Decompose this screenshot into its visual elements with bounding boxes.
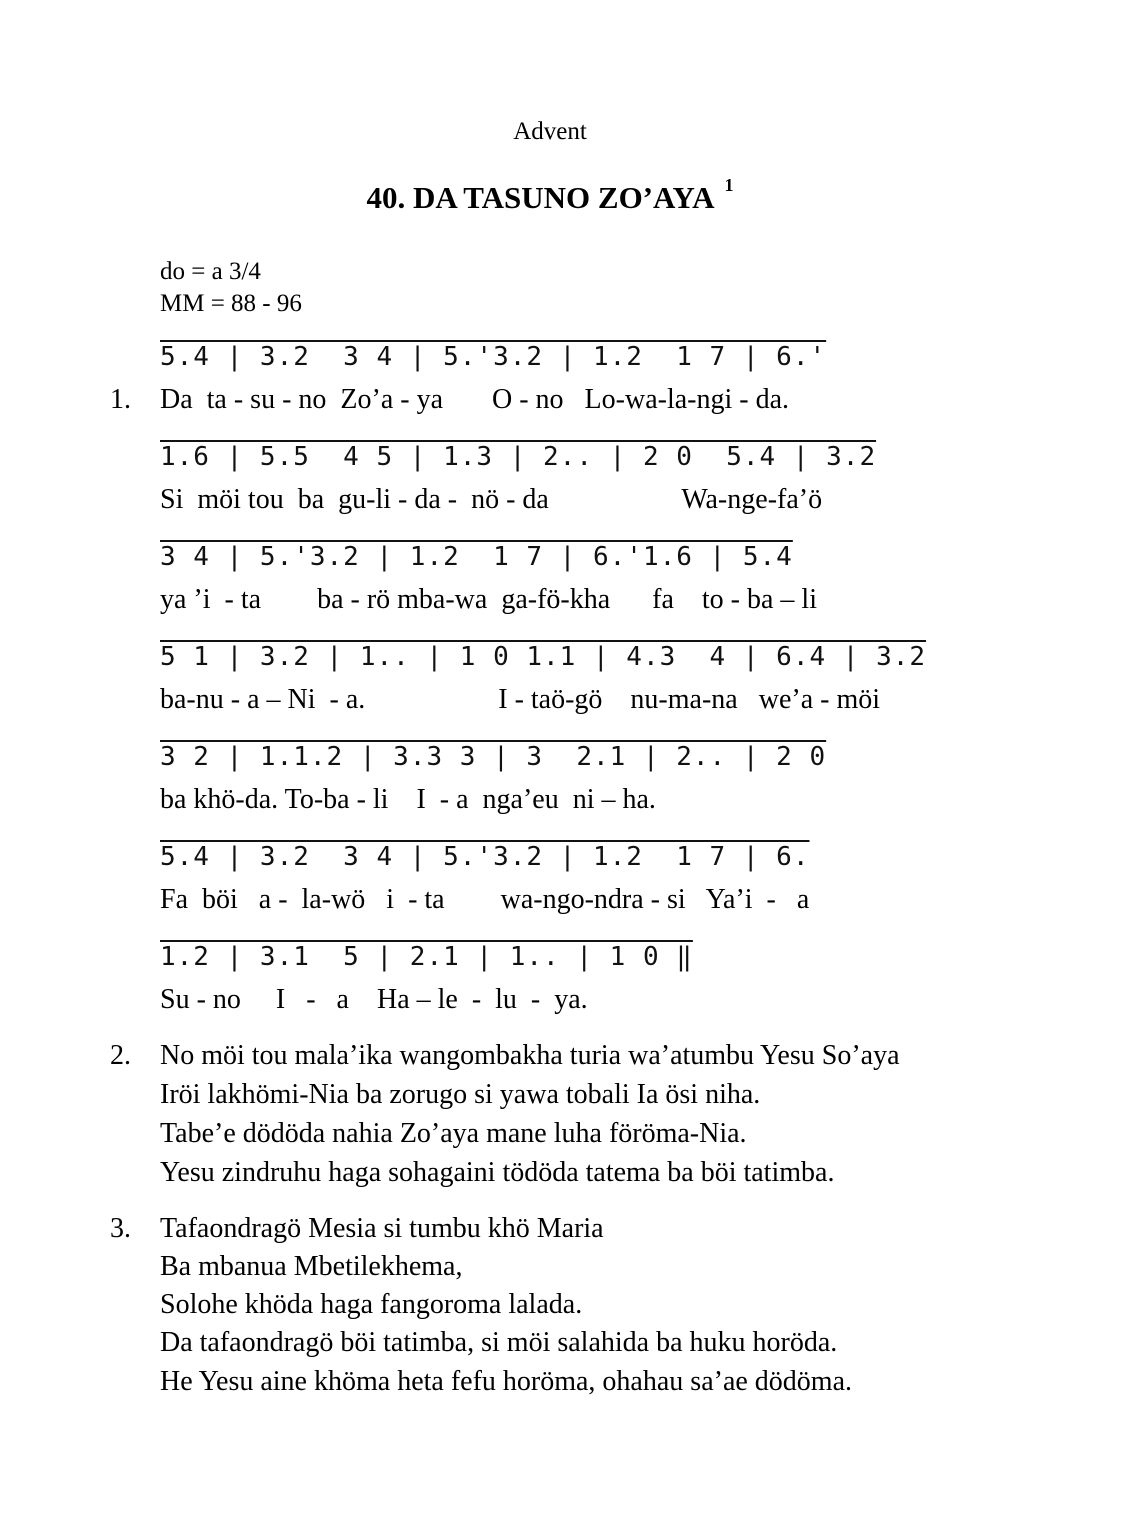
verse-2-line-3: Tabe’e dödöda nahia Zo’aya mane luha föröma-Nia. — [160, 1118, 747, 1149]
notation-line-3: 3 4 | 5.'3.2 | 1.2 1 7 | 6.'1.6 | 5.4 — [160, 542, 793, 572]
notation-line-5: 3 2 | 1.1.2 | 3.3 3 | 3 2.1 | 2.. | 2 0 — [160, 742, 827, 772]
verse-number-1: 1. — [110, 384, 131, 415]
lyric-line-2: Si möi tou ba gu-li - da - nö - da Wa-nge-fa’ö — [160, 484, 823, 515]
hymn-title-text: 40. DA TASUNO ZO’AYA — [366, 180, 715, 215]
lyric-line-6: Fa böi a - la-wö i - ta wa-ngo-ndra - si Ya’i - a — [160, 884, 810, 915]
lyric-line-4: ba-nu - a – Ni - a. I - taö-gö nu-ma-na we’a - möi — [160, 684, 881, 715]
verse-number-3: 3. — [110, 1213, 131, 1244]
lyric-line-1: Da ta - su - no Zo’a - ya O - no Lo-wa-la-ngi - da. — [160, 384, 790, 415]
section-category: Advent — [513, 118, 587, 145]
verse-3-line-1: Tafaondragö Mesia si tumbu khö Maria — [160, 1213, 604, 1244]
notation-line-7: 1.2 | 3.1 5 | 2.1 | 1.. | 1 0 ‖ — [160, 942, 693, 972]
notation-line-1: 5.4 | 3.2 3 4 | 5.'3.2 | 1.2 1 7 | 6.' — [160, 342, 827, 372]
notation-line-4: 5 1 | 3.2 | 1.. | 1 0 1.1 | 4.3 4 | 6.4 | 3.2 — [160, 642, 927, 672]
notation-line-2: 1.6 | 5.5 4 5 | 1.3 | 2.. | 2 0 5.4 | 3.2 — [160, 442, 877, 472]
footnote-mark: 1 — [724, 174, 734, 195]
verse-3-line-3: Solohe khöda haga fangoroma lalada. — [160, 1289, 583, 1320]
key-time-signature: do = a 3/4 — [160, 258, 261, 285]
verse-3-line-4: Da tafaondragö böi tatimba, si möi salahida ba huku horöda. — [160, 1327, 838, 1358]
metronome-marking: MM = 88 - 96 — [160, 290, 302, 317]
lyric-line-7: Su - no I - a Ha – le - lu - ya. — [160, 984, 588, 1015]
verse-number-2: 2. — [110, 1040, 131, 1071]
lyric-line-3: ya ’i - ta ba - rö mba-wa ga-fö-kha fa to - ba – li — [160, 584, 817, 615]
verse-2-line-1: No möi tou mala’ika wangombakha turia wa’atumbu Yesu So’aya — [160, 1040, 900, 1071]
verse-2-line-4: Yesu zindruhu haga sohagaini tödöda tatema ba böi tatimba. — [160, 1157, 835, 1188]
lyric-line-5: ba khö-da. To-ba - li I - a nga’eu ni – ha. — [160, 784, 656, 815]
notation-line-6: 5.4 | 3.2 3 4 | 5.'3.2 | 1.2 1 7 | 6. — [160, 842, 810, 872]
verse-3-line-2: Ba mbanua Mbetilekhema, — [160, 1251, 463, 1282]
verse-2-line-2: Iröi lakhömi-Nia ba zorugo si yawa tobali Ia ösi niha. — [160, 1079, 761, 1110]
hymn-title — [0, 174, 1100, 216]
verse-3-line-5: He Yesu aine khöma heta fefu horöma, ohahau sa’ae dödöma. — [160, 1366, 853, 1397]
